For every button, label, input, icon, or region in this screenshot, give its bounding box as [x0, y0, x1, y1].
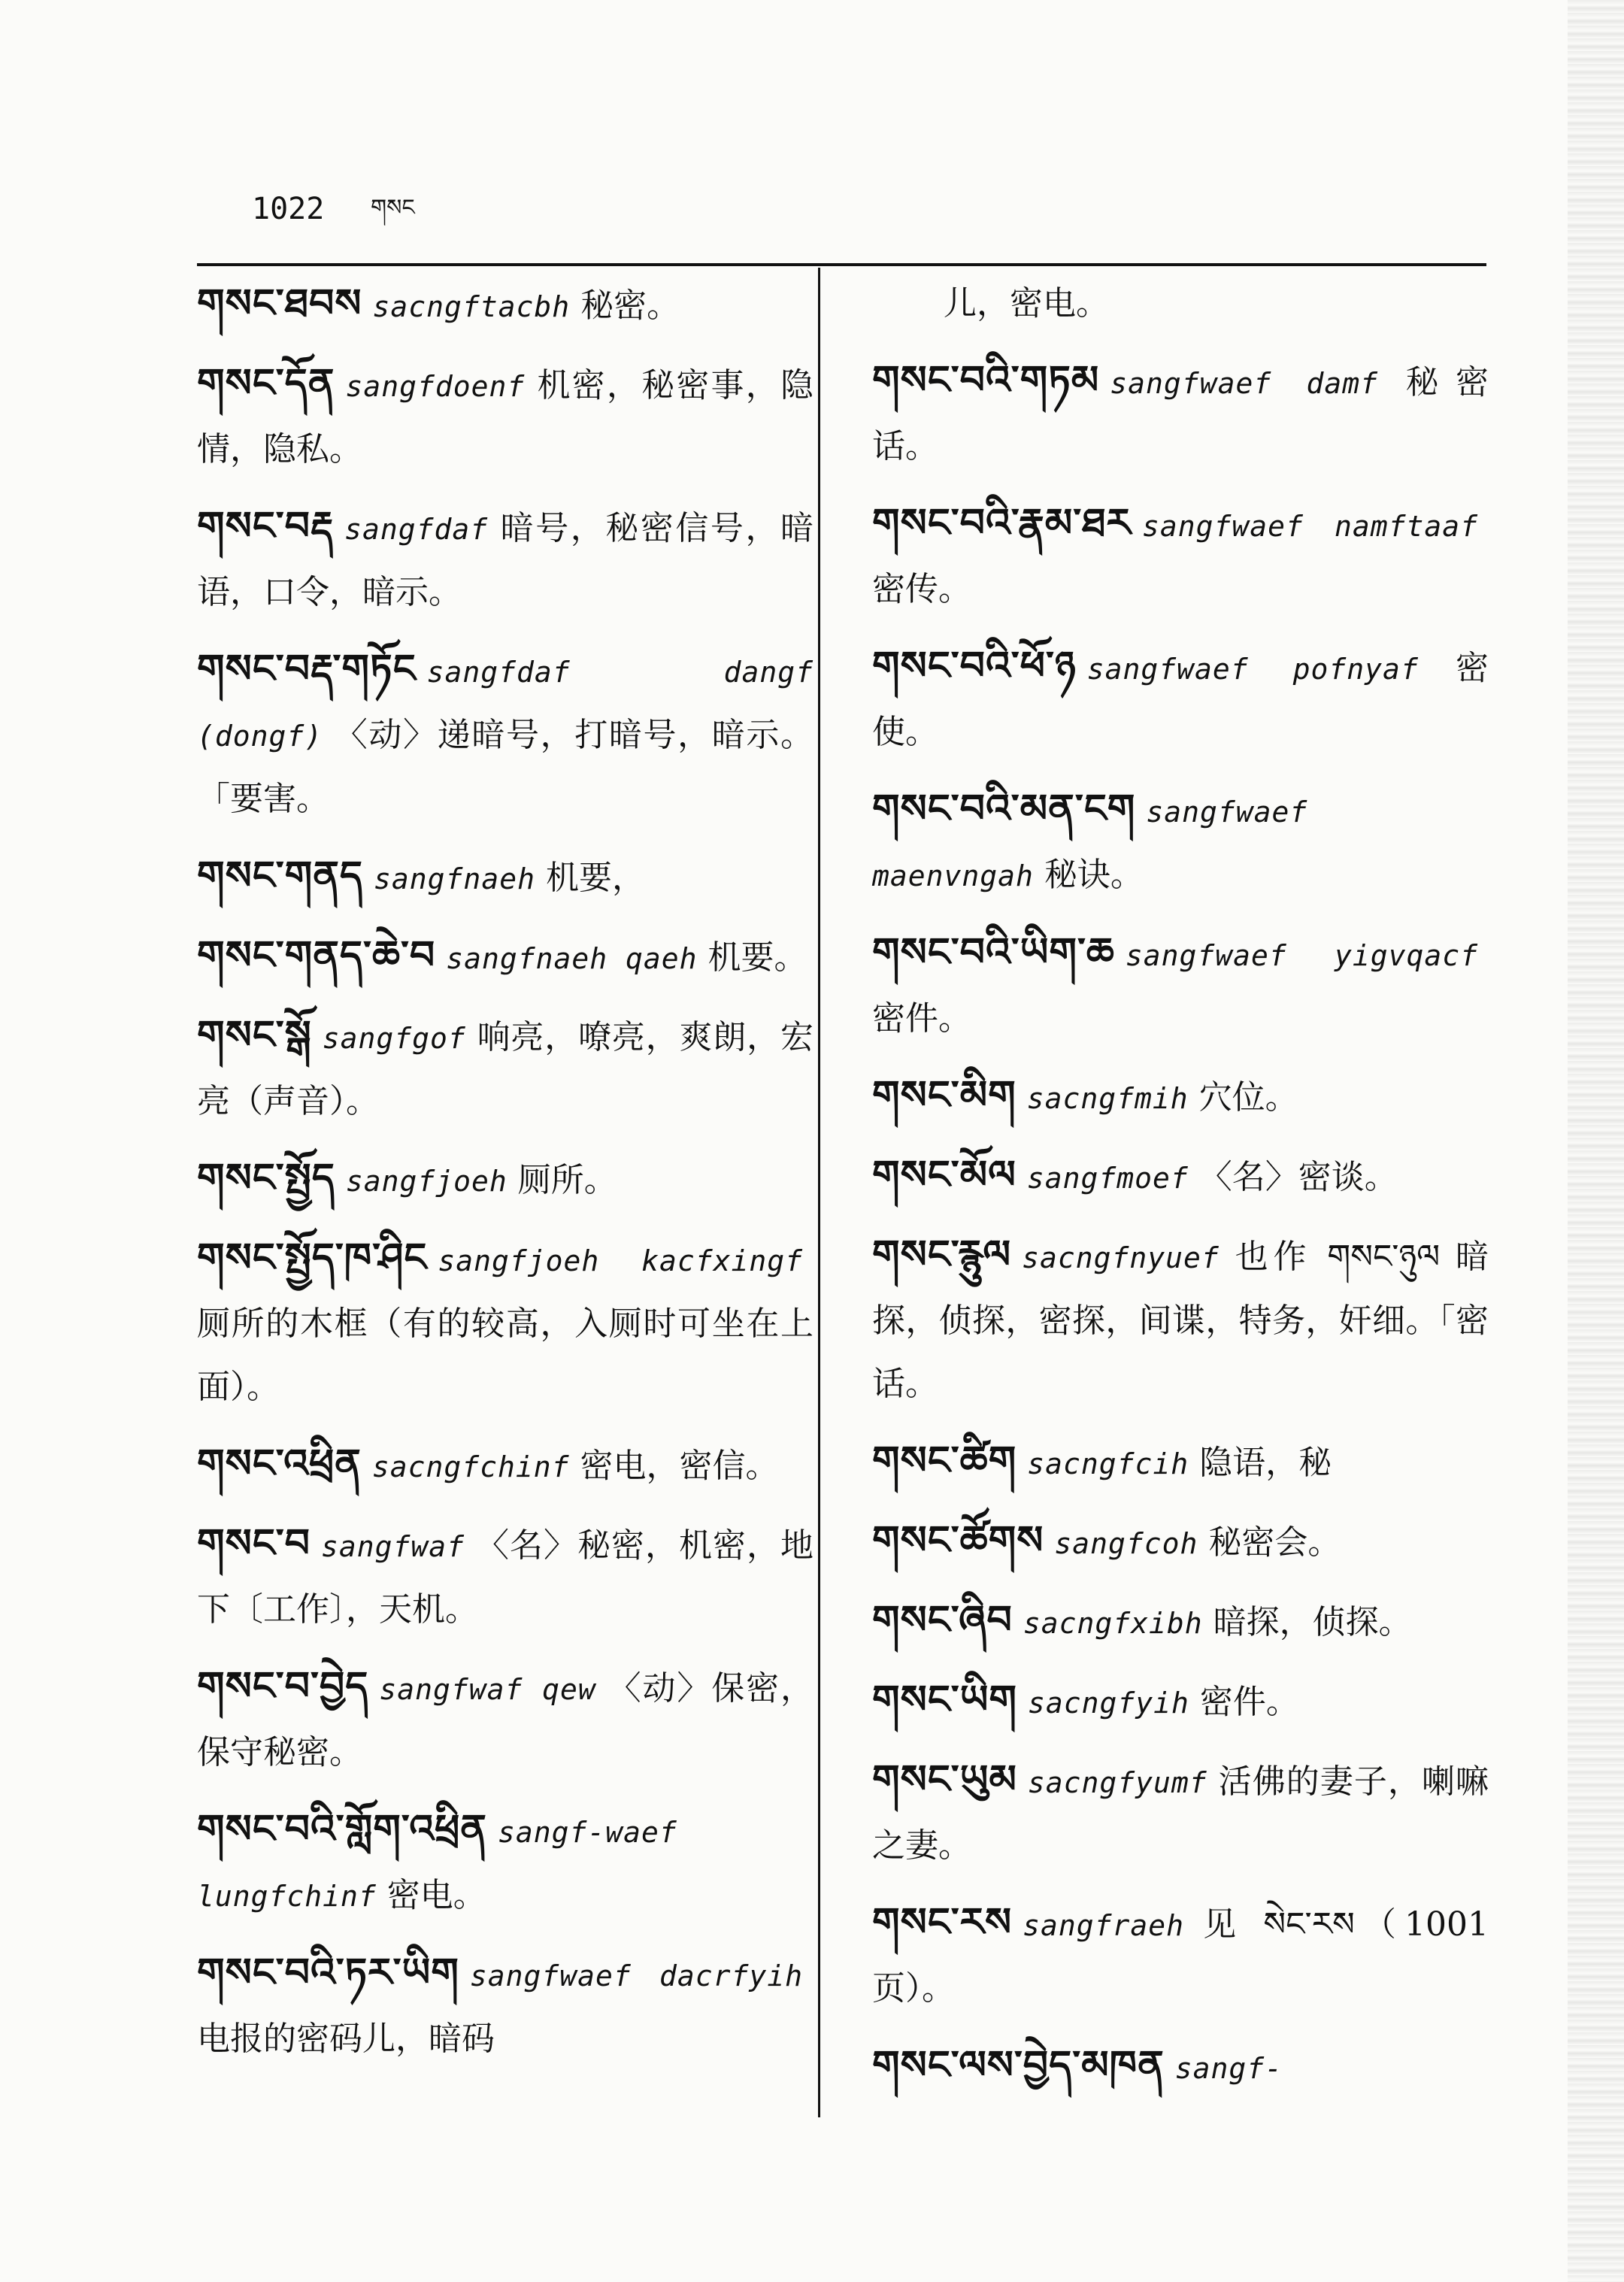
- dictionary-entry: [872, 1223, 1489, 1416]
- dictionary-entry: [872, 349, 1489, 478]
- entry-definition: 秘密会。: [1208, 1523, 1341, 1562]
- dictionary-entry: [197, 1512, 814, 1641]
- entry-headword: གསང་ཡིག: [872, 1677, 1017, 1723]
- dictionary-entry: [197, 272, 814, 338]
- dictionary-entry: [872, 777, 1489, 908]
- entry-definition: 密传。: [872, 570, 971, 608]
- entry-headword: གསང་རས: [872, 1900, 1013, 1945]
- entry-definition: 〈动〉保密，保守秘密。: [197, 1669, 814, 1771]
- entry-romanization: sacngfcih: [1027, 1447, 1189, 1480]
- entry-romanization: sacngftacbh: [372, 290, 571, 323]
- entry-headword: གསང་གནད: [197, 853, 364, 899]
- entry-definition: 机要。: [707, 938, 807, 977]
- dictionary-entry-continuation: [872, 272, 1489, 335]
- entry-romanization: sangfjoeh: [345, 1165, 508, 1198]
- entry-definition: 儿，密电。: [944, 284, 1109, 323]
- entry-romanization: sangfwaef dacrfyih: [469, 1959, 803, 1993]
- entry-romanization: sangfwaf: [320, 1530, 465, 1563]
- entry-romanization: sacngfchinf: [371, 1450, 570, 1483]
- dictionary-entry: [197, 352, 814, 481]
- entry-headword: གསང་སྤྱོད: [197, 1156, 335, 1201]
- entry-headword: གསང་བའི་ཕོ་ཉ: [872, 644, 1077, 689]
- entry-romanization: sangfdoenf: [345, 370, 526, 403]
- entry-romanization: sangfdaf dangf (dongf): [197, 656, 814, 753]
- dictionary-entry: [872, 1891, 1489, 2020]
- entry-definition: 密电。: [386, 1876, 486, 1914]
- dictionary-entry: [197, 1798, 814, 1928]
- entry-headword: གསང་རྙུལ: [872, 1232, 1012, 1277]
- entry-headword: གསང་དོན: [197, 361, 335, 406]
- dictionary-entry: [197, 638, 814, 831]
- entry-headword: གསང་ཚིག: [872, 1438, 1017, 1483]
- entry-romanization: sangfwaf qew: [379, 1673, 596, 1706]
- entry-definition: 机要，: [545, 859, 645, 897]
- left-column: [197, 272, 814, 2084]
- entry-definition: 〈名〉秘密，机密，地下〔工作〕，天机。: [197, 1526, 814, 1629]
- entry-romanization: sacngfyih: [1027, 1686, 1189, 1720]
- dictionary-entry: [197, 1226, 814, 1419]
- right-column: [872, 272, 1489, 2114]
- entry-romanization: sangfwaef yigvqacf: [1125, 939, 1478, 972]
- entry-definition: 秘密。: [580, 286, 680, 325]
- entry-headword: གསང་བའི་གཏམ: [872, 358, 1100, 403]
- entry-headword: གསང་འཕྲིན: [197, 1441, 362, 1486]
- entry-romanization: sangf-: [1174, 2052, 1283, 2085]
- entry-definition: 隐语，秘: [1199, 1444, 1332, 1482]
- dictionary-entry: [872, 1064, 1489, 1130]
- page-header: [252, 192, 415, 226]
- entry-definition: 活佛的妻子，喇嘛之妻。: [872, 1762, 1489, 1865]
- entry-definition: 厕所的木框（有的较高，入厕时可坐在上面）。: [197, 1305, 814, 1406]
- entry-romanization: sangfwaef pofnyaf: [1086, 653, 1419, 686]
- dictionary-entry: [197, 1004, 814, 1133]
- entry-headword: གསང་གནད་ཆེ་བ: [197, 933, 436, 978]
- entry-definition: 秘诀。: [1044, 856, 1144, 894]
- scan-edge-noise: [1568, 0, 1624, 2282]
- entry-romanization: sangf-waef lungfchinf: [197, 1816, 677, 1913]
- dictionary-entry: [197, 495, 814, 624]
- dictionary-entry: [872, 1144, 1489, 1210]
- entry-headword: གསང་བའི་ཡིག་ཆ: [872, 930, 1115, 975]
- entry-definition: 密使。: [872, 649, 1489, 751]
- entry-definition: 暗号，秘密信号，暗语，口令，暗示。: [197, 509, 814, 611]
- dictionary-entry: [872, 492, 1489, 621]
- entry-definition: 机密，秘密事，隐情，隐私。: [197, 366, 814, 468]
- dictionary-entry: [872, 1668, 1489, 1735]
- entry-headword: གསང་ཐབས: [197, 281, 362, 326]
- entry-definition: 密件。: [872, 999, 971, 1038]
- entry-definition: 见 སེང་རས（1001页）。: [872, 1905, 1489, 2008]
- entry-romanization: sangfdaf: [344, 513, 489, 546]
- dictionary-entry: [197, 1147, 814, 1213]
- entry-romanization: sangfnaeh: [374, 862, 535, 896]
- entry-headword: གསང་ཡུམ: [872, 1757, 1017, 1802]
- entry-romanization: sangfwaef namftaaf: [1141, 510, 1478, 543]
- entry-romanization: sacngfxibh: [1023, 1607, 1203, 1640]
- dictionary-entry: [872, 921, 1489, 1050]
- entry-definition: 〈动〉递暗号，打暗号，暗示。「要害。: [197, 716, 814, 818]
- entry-headword: གསང་ལས་བྱེད་མཁན: [872, 2043, 1165, 2088]
- entry-headword: གསང་ཚོགས: [872, 1518, 1044, 1563]
- entry-headword: གསང་བརྡ་གཏོང: [197, 647, 417, 692]
- entry-headword: གསང་མོལ: [872, 1153, 1017, 1198]
- entry-romanization: sangfwaef damf: [1110, 367, 1379, 400]
- entry-definition: 穴位。: [1198, 1078, 1298, 1117]
- entry-romanization: sangfwaef maenvngah: [872, 796, 1308, 892]
- entry-headword: གསང་སྤྱོད་ཁ་ཤིང: [197, 1235, 428, 1280]
- dictionary-entry: [872, 2034, 1489, 2100]
- dictionary-entry: [197, 1432, 814, 1499]
- entry-definition: 密件。: [1199, 1683, 1299, 1721]
- dictionary-entry: [872, 1748, 1489, 1877]
- entry-headword: གསང་བ: [197, 1521, 311, 1566]
- entry-definition: 〈名〉密谈。: [1198, 1158, 1398, 1196]
- entry-headword: གསང་བའི་མན་ངག: [872, 786, 1136, 832]
- entry-headword: གསང་བ་བྱེད: [197, 1664, 369, 1709]
- entry-definition: 密电，密信。: [580, 1447, 779, 1485]
- running-head: གསང: [371, 195, 415, 221]
- dictionary-entry: [872, 1509, 1489, 1575]
- entry-definition: 响亮，嘹亮，爽朗，宏亮（声音）。: [197, 1018, 814, 1120]
- entry-romanization: sangfnaeh qaeh: [446, 942, 698, 975]
- entry-definition: 秘密话。: [872, 363, 1489, 465]
- entry-romanization: sacngfnyuef: [1022, 1241, 1220, 1274]
- entry-definition: 也作 གསང་ཉུལ 暗探，侦探，密探，间谍，特务，奸细。「密话。: [872, 1238, 1489, 1403]
- dictionary-entry: [872, 1429, 1489, 1496]
- dictionary-entry: [197, 924, 814, 990]
- entry-romanization: sacngfmih: [1026, 1082, 1189, 1115]
- entry-romanization: sangfcoh: [1054, 1527, 1198, 1560]
- dictionary-entry: [872, 635, 1489, 764]
- entry-romanization: sangfjoeh kacfxingf: [438, 1244, 803, 1277]
- dictionary-entry: [197, 1941, 814, 2071]
- entry-romanization: sangfraeh: [1023, 1909, 1185, 1942]
- entry-definition: 厕所。: [517, 1161, 617, 1199]
- entry-headword: གསང་ཞིབ: [872, 1598, 1013, 1643]
- dictionary-entry: [872, 1589, 1489, 1655]
- entry-romanization: sacngfyumf: [1027, 1766, 1207, 1799]
- entry-headword: གསང་བརྡ: [197, 504, 335, 549]
- dictionary-entry: [197, 1655, 814, 1784]
- entry-definition: 暗探，侦探。: [1213, 1603, 1412, 1641]
- page-number: 1022: [252, 192, 325, 226]
- entry-headword: གསང་བའི་རྣམ་ཐར: [872, 501, 1132, 546]
- entry-definition: 电报的密码儿，暗码: [197, 2020, 495, 2058]
- entry-headword: གསང་མིག: [872, 1073, 1017, 1118]
- entry-romanization: sangfgof: [322, 1022, 466, 1055]
- dictionary-entry: [197, 844, 814, 911]
- entry-romanization: sangfmoef: [1026, 1162, 1189, 1195]
- entry-headword: གསང་སྒོ: [197, 1013, 312, 1058]
- column-divider: [818, 268, 820, 2117]
- entry-headword: གསང་བའི་ཏར་ཡིག: [197, 1950, 459, 1996]
- entry-headword: གསང་བའི་གློག་འཕྲིན: [197, 1807, 487, 1852]
- header-rule: [197, 263, 1486, 266]
